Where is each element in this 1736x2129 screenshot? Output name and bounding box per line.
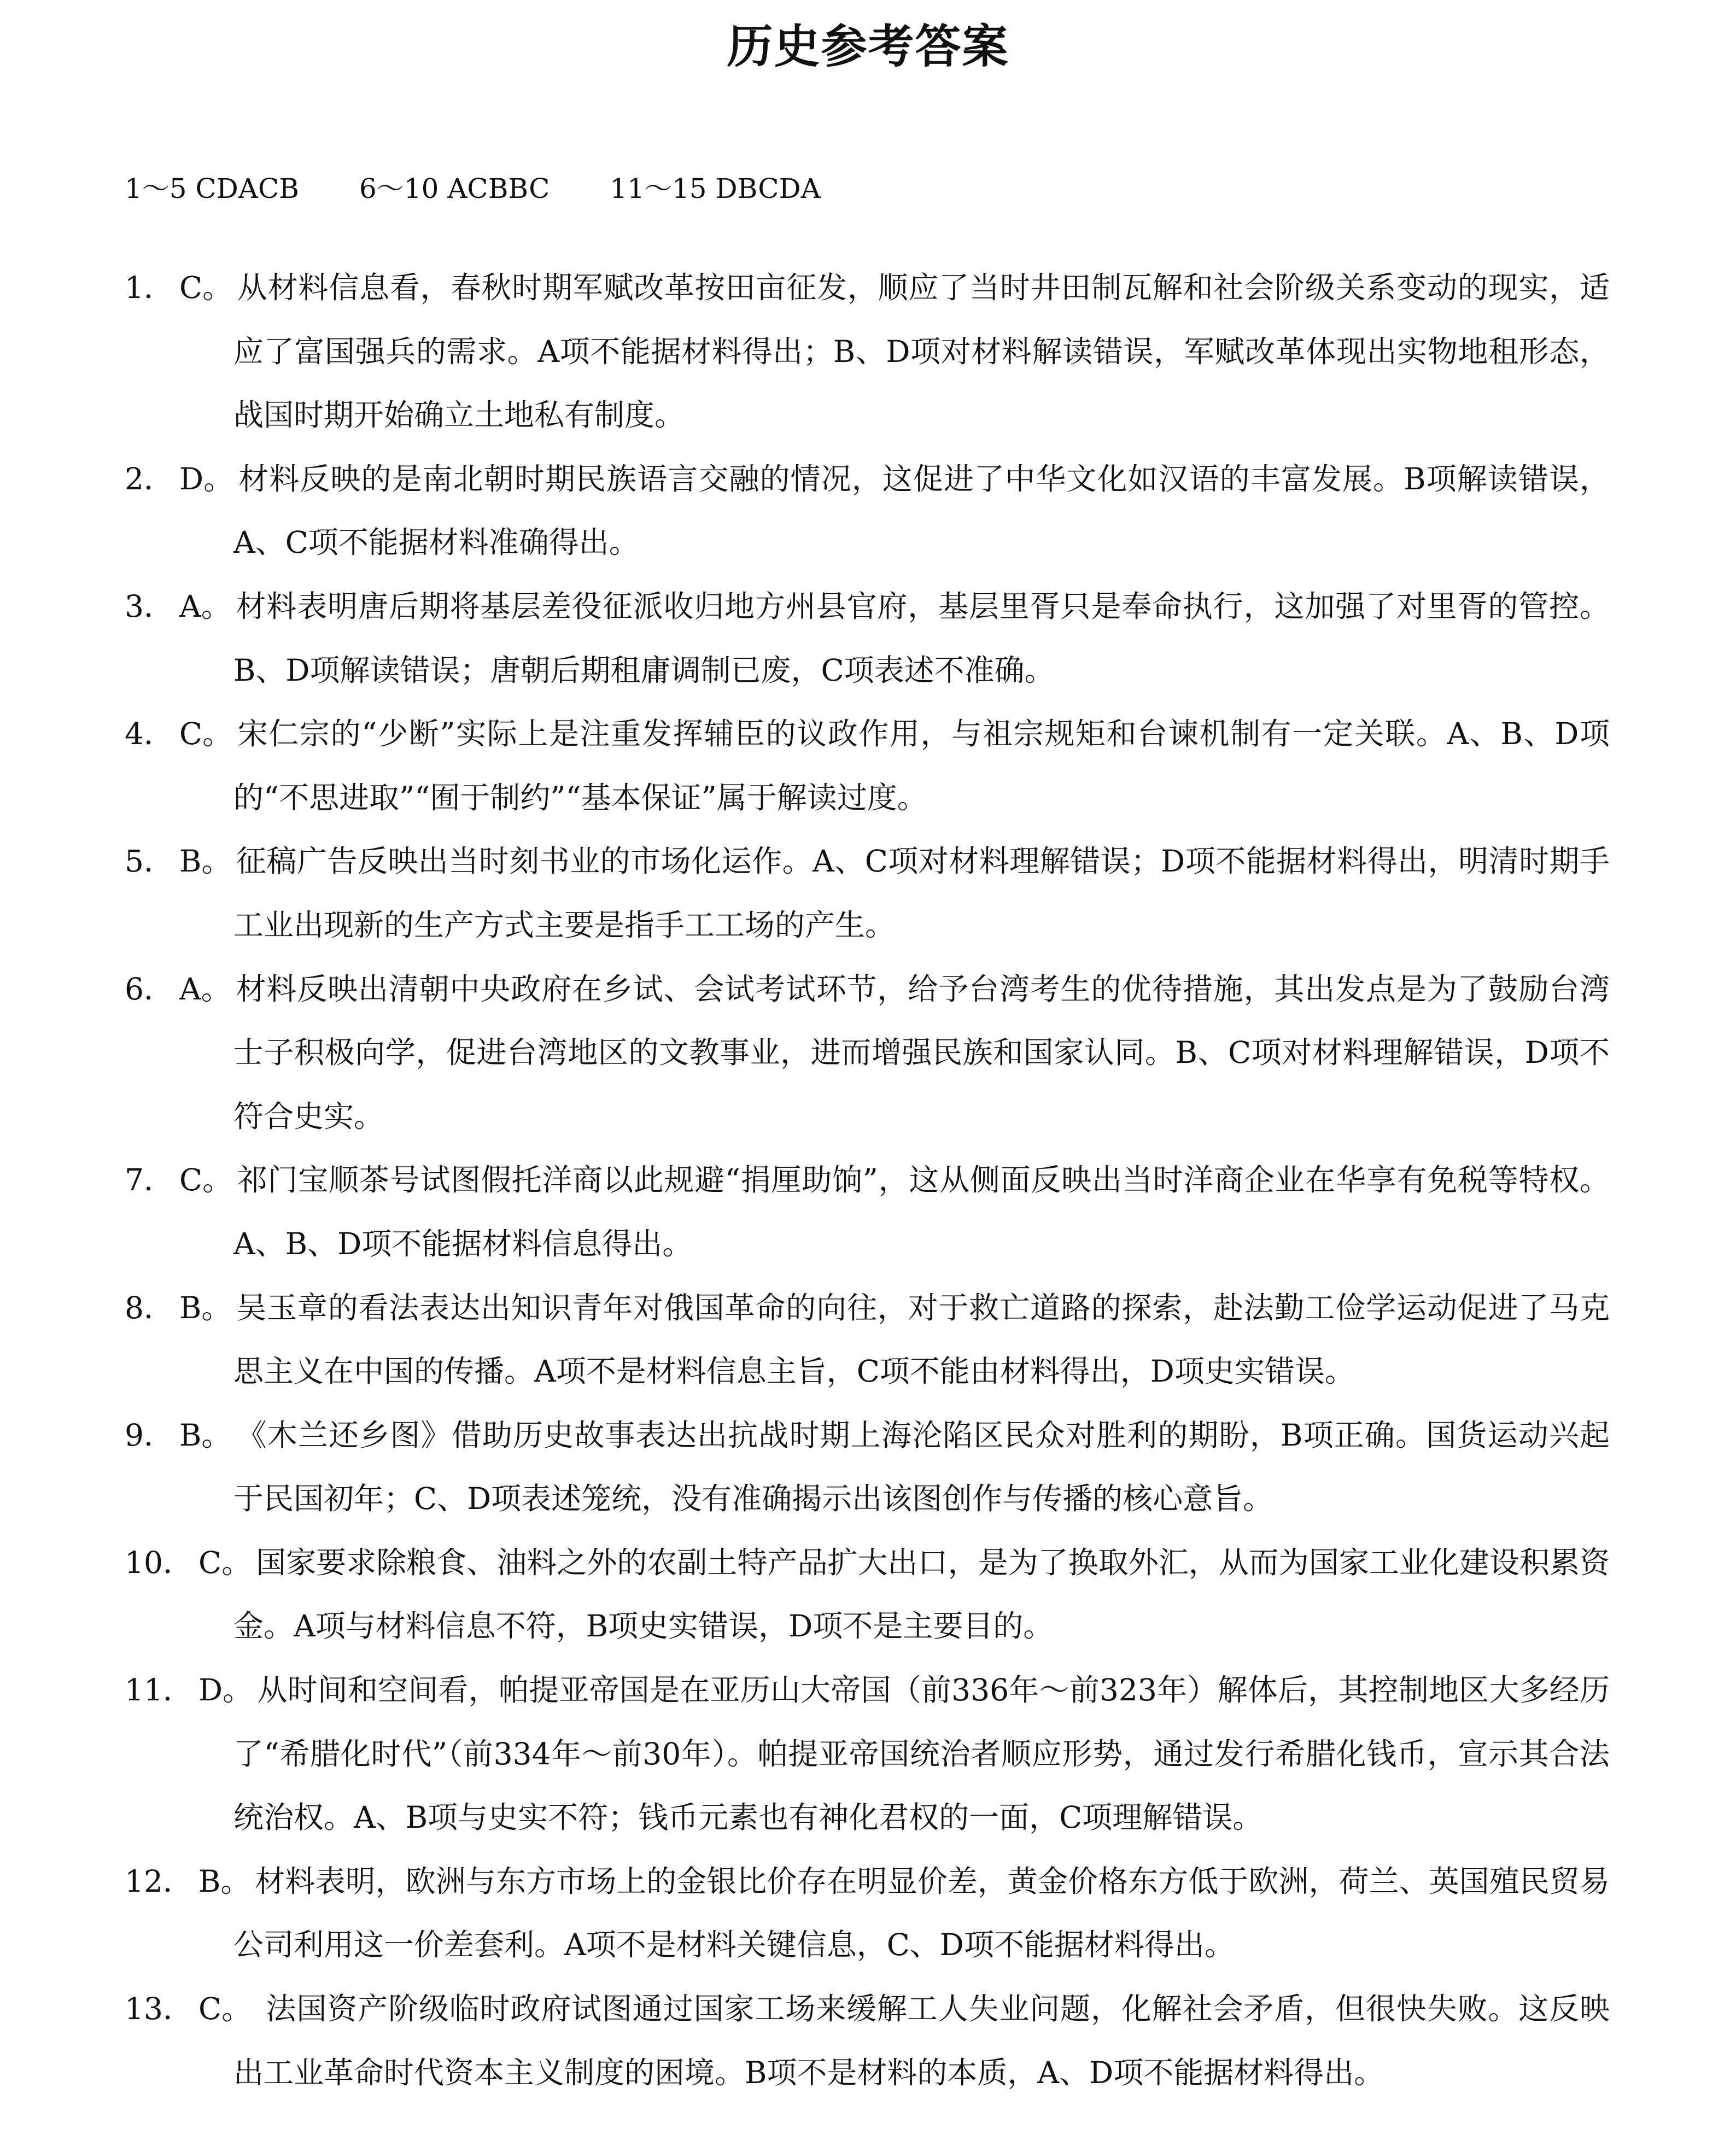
item-explanation: 宋仁宗的“少断”实际上是注重发挥辅臣的议政作用，与祖宗规矩和台谏机制有一定关联。A、B、D项的“不思进取”“囿于制约”“基本保证”属于解读过度。 <box>233 716 1610 815</box>
explanation-item <box>125 447 1610 575</box>
explanation-item <box>125 575 1610 702</box>
answer-key-answers: CDACB <box>195 173 299 204</box>
item-explanation: 材料表明，欧洲与东方市场上的金银比价存在明显价差，黄金价格东方低于欧洲，荷兰、英国殖民贸易公司利用这一价差套利。A项不是材料关键信息，C、D项不能据材料得出。 <box>233 1863 1610 1963</box>
item-label <box>125 1658 257 1722</box>
item-explanation: 材料表明唐后期将基层差役征派收归地方州县官府，基层里胥只是奉命执行，这加强了对里胥的管控。B、D项解读错误；唐朝后期租庸调制已废，C项表述不准确。 <box>233 588 1610 688</box>
page-title: 历史参考答案 <box>727 20 1009 73</box>
item-explanation: 材料反映出清朝中央政府在乡试、会试考试环节，给予台湾考生的优待措施，其出发点是为了鼓励台湾士子积极向学，促进台湾地区的文教事业，进而增强民族和国家认同。B、C项对材料理解错误，D项不符合史实。 <box>233 971 1610 1134</box>
item-label <box>125 1276 236 1340</box>
item-label <box>125 575 236 639</box>
item-answer: A。 <box>179 588 231 624</box>
item-answer: D。 <box>198 1672 253 1708</box>
item-explanation: 吴玉章的看法表达出知识青年对俄国革命的向往，对于救亡道路的探索，赴法勤工俭学运动促进了马克思主义在中国的传播。A项不是材料信息主旨，C项不能由材料得出，D项史实错误。 <box>233 1290 1610 1389</box>
explanation-item <box>125 702 1610 829</box>
explanation-item <box>125 957 1610 1149</box>
explanation-item <box>125 256 1610 447</box>
explanation-item <box>125 1977 1610 2104</box>
answer-key-group <box>610 167 820 206</box>
explanation-item <box>125 1403 1610 1531</box>
item-number: 7． <box>125 1162 174 1198</box>
item-explanation: 材料反映的是南北朝时期民族语言交融的情况，这促进了中华文化如汉语的丰富发展。B项解读错误，A、C项不能据材料准确得出。 <box>233 461 1610 560</box>
item-label <box>125 1531 256 1595</box>
item-number: 8． <box>125 1290 174 1325</box>
item-explanation: 祁门宝顺茶号试图假托洋商以此规避“捐厘助饷”，这从侧面反映出当时洋商企业在华享有免税等特权。 A、B、D项不能据材料信息得出。 <box>233 1162 1610 1261</box>
item-number: 13． <box>125 1991 193 2027</box>
item-label <box>125 1403 236 1467</box>
item-answer: C。 <box>198 1545 252 1580</box>
item-answer: C。 <box>179 716 233 752</box>
item-answer: B。 <box>179 1290 232 1325</box>
item-number: 11． <box>125 1672 193 1708</box>
item-label <box>125 1850 255 1914</box>
explanation-list <box>125 256 1610 2104</box>
item-answer: B。 <box>179 844 232 879</box>
item-answer: D。 <box>179 461 234 496</box>
explanation-item <box>125 1531 1610 1658</box>
item-number: 1． <box>125 270 174 305</box>
item-explanation: 《木兰还乡图》借助历史故事表达出抗战时期上海沦陷区民众对胜利的期盼，B项正确。国货运动兴起于民国初年；C、D项表述笼统，没有准确揭示出该图创作与传播的核心意旨。 <box>233 1417 1610 1517</box>
explanation-item <box>125 1276 1610 1403</box>
answer-key-range: 6～10 <box>359 173 439 204</box>
item-label <box>125 1977 256 2041</box>
answer-key-range: 1～5 <box>125 173 187 204</box>
item-answer: B。 <box>198 1863 251 1899</box>
item-label <box>125 1148 237 1212</box>
answer-key-answers: DBCDA <box>715 173 821 204</box>
item-number: 3． <box>125 588 174 624</box>
answer-key-line <box>125 167 821 206</box>
item-answer: C。 <box>198 1991 252 2027</box>
item-label <box>125 447 238 511</box>
answer-key-range: 11～15 <box>610 173 707 204</box>
answer-key-group <box>359 167 550 206</box>
item-number: 6． <box>125 971 174 1007</box>
item-number: 5． <box>125 844 174 879</box>
explanation-item <box>125 1850 1610 1977</box>
item-explanation: 从时间和空间看，帕提亚帝国是在亚历山大帝国（前336年～前323年）解体后，其控制地区大多经历了“希腊化时代”（前334年～前30年）。帕提亚帝国统治者顺应形势，通过发行希腊化钱币，宣示其合法统治权。A、B项与史实不符；钱币元素也有神化君权的一面，C项理解错误。 <box>233 1672 1610 1835</box>
item-label <box>125 702 237 766</box>
item-explanation: 国家要求除粮食、油料之外的农副土特产品扩大出口，是为了换取外汇，从而为国家工业化建设积累资金。A项与材料信息不符，B项史实错误，D项不是主要目的。 <box>233 1545 1610 1644</box>
item-explanation: 从材料信息看，春秋时期军赋改革按田亩征发，顺应了当时井田制瓦解和社会阶级关系变动的现实，适应了富国强兵的需求。A项不能据材料得出；B、D项对材料解读错误，军赋改革体现出实物地租形态，战国时期开始确立土地私有制度。 <box>233 270 1610 433</box>
item-label <box>125 256 237 320</box>
item-explanation: 法国资产阶级临时政府试图通过国家工场来缓解工人失业问题，化解社会矛盾，但很快失败。这反映出工业革命时代资本主义制度的困境。B项不是材料的本质，A、D项不能据材料得出。 <box>233 1991 1610 2090</box>
item-explanation: 征稿广告反映出当时刻书业的市场化运作。A、C项对材料理解错误；D项不能据材料得出，明清时期手工业出现新的生产方式主要是指手工工场的产生。 <box>233 844 1610 943</box>
item-answer: C。 <box>179 270 233 305</box>
item-number: 12． <box>125 1863 193 1899</box>
item-number: 2． <box>125 461 174 496</box>
answer-key-group <box>125 167 299 206</box>
item-number: 10． <box>125 1545 193 1580</box>
item-answer: A。 <box>179 971 231 1007</box>
item-answer: C。 <box>179 1162 233 1198</box>
answer-key-answers: ACBBC <box>447 173 550 204</box>
item-number: 9． <box>125 1417 174 1453</box>
item-label <box>125 957 236 1021</box>
explanation-item <box>125 1148 1610 1276</box>
explanation-item <box>125 1658 1610 1850</box>
item-label <box>125 829 236 893</box>
item-answer: B。 <box>179 1417 232 1453</box>
item-number: 4． <box>125 716 174 752</box>
explanation-item <box>125 829 1610 957</box>
